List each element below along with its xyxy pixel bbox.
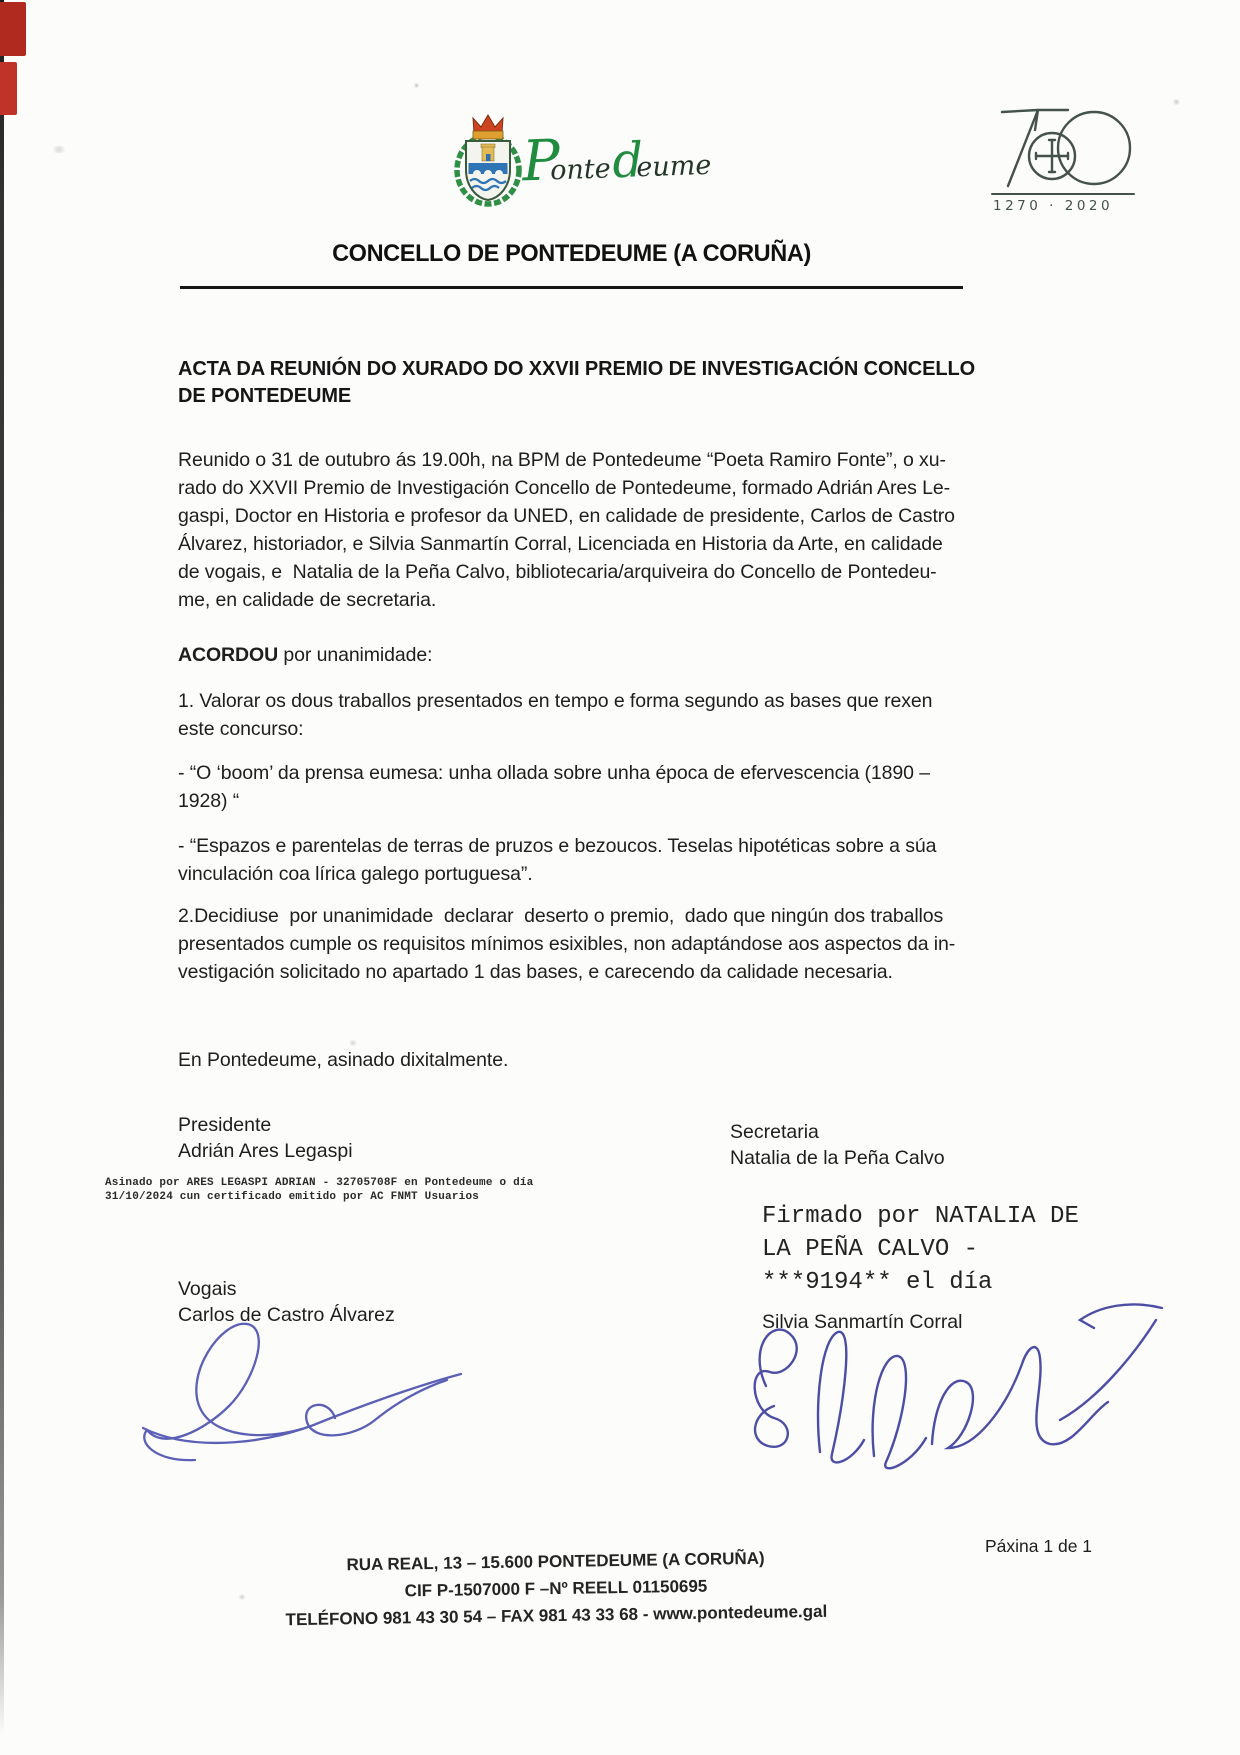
work-title-1: - “O ‘boom’ da prensa eumesa: unha ollada sobre unha época de efervescencia (1890 – 1928) “ bbox=[178, 762, 930, 812]
intro-paragraph: Reunido o 31 de outubro ás 19.00h, na BPM de Pontedeume “Poeta Ramiro Fonte”, o xu- rado do XXVII Premio de Investigación Concello de Pontedeume, formado Adrián Ares Le- gaspi, Doctor en Historia e profesor da UNED, en calidade de presidente, Carlos de Castro Álvarez, historiador, e Silvia Sanmartín Corral, Licenciada en Historia da Arte, en calidade de vogais, e Natalia de la Peña Calvo, bibliotecaria/arquiveira do Concello de Pontedeu- me, en calidade de secretaria. bbox=[178, 449, 955, 611]
agreement-item-1: 1. Valorar os dous traballos presentados en tempo e forma segundo as bases que rexen este concurso: bbox=[178, 690, 933, 740]
agreement-item-2: 2.Decidiuse por unanimidade declarar deserto o premio, dado que ningún dos traballos presentados cumple os requisitos mínimos esixibles, non adaptándose aos aspectos da in- vestigación solicitado no apartado 1 das bases, e carecendo da calidade necesaria. bbox=[178, 905, 956, 983]
president-role: Presidente bbox=[178, 1114, 272, 1136]
wordmark-initial-p: P bbox=[521, 128, 561, 195]
page-indicator: Páxina 1 de 1 bbox=[985, 1536, 1093, 1556]
document-title: CONCELLO DE PONTEDEUME (A CORUÑA) bbox=[332, 240, 811, 267]
secretary-signature-block bbox=[730, 1119, 945, 1171]
secretary-name: Natalia de la Peña Calvo bbox=[730, 1147, 945, 1169]
president-digital-certificate-text: Asinado por ARES LEGASPI ADRIAN - 32705708F en Pontedeume o día 31/10/2024 cun certificado emitido por AC FNMT Usuarios bbox=[105, 1177, 534, 1203]
scan-speck bbox=[50, 146, 68, 153]
scan-speck bbox=[413, 83, 420, 88]
footer-contact-block: RUA REAL, 13 – 15.600 PONTEDEUME (A CORUÑA) CIF P-1507000 F –Nº REELL 01150695 TELÉFONO 981 43 30 54 – FAX 981 43 33 68 - www.pontedeume.gal bbox=[285, 1548, 828, 1630]
signed-digitally-line: En Pontedeume, asinado dixitalmente. bbox=[178, 1049, 509, 1071]
president-name: Adrián Ares Legaspi bbox=[178, 1140, 353, 1162]
pontedeume-wordmark bbox=[519, 110, 777, 199]
wordmark-initial-d: d bbox=[611, 132, 645, 190]
secretary-role: Secretaria bbox=[730, 1121, 819, 1143]
svg-text:Pontedeume: Pontedeume bbox=[521, 128, 712, 195]
anniversary-750-logo bbox=[988, 102, 1140, 214]
scan-edge-artifact bbox=[0, 0, 4, 1735]
silvia-handwritten-signature bbox=[728, 1290, 1173, 1495]
vogal1-name: Carlos de Castro Álvarez bbox=[178, 1304, 395, 1326]
president-signature-block bbox=[178, 1112, 353, 1164]
scan-speck bbox=[1172, 99, 1181, 105]
acordou-line: ACORDOU por unanimidade: bbox=[178, 644, 433, 666]
vogal2-name: Silvia Sanmartín Corral bbox=[762, 1311, 963, 1333]
work-title-2: - “Espazos e parentelas de terras de pruzos e bezoucos. Teselas hipotéticas sobre a súa vinculación coa lírica galego portuguesa”. bbox=[178, 835, 937, 885]
red-corner-mark bbox=[0, 2, 26, 56]
secretary-digital-certificate-text: Firmado por NATALIA DE LA PEÑA CALVO - ***9194** el día bbox=[762, 1203, 1079, 1296]
anniversary-years-label: 1270 · 2020 bbox=[993, 198, 1114, 214]
vogais-role: Vogais bbox=[178, 1278, 237, 1300]
red-corner-mark bbox=[0, 62, 17, 115]
coat-of-arms-icon bbox=[452, 110, 524, 208]
carlos-handwritten-signature bbox=[125, 1310, 475, 1480]
acta-heading: ACTA DA REUNIÓN DO XURADO DO XXVII PREMIO DE INVESTIGACIÓN CONCELLO DE PONTEDEUME bbox=[178, 358, 976, 407]
title-underline bbox=[180, 286, 963, 289]
